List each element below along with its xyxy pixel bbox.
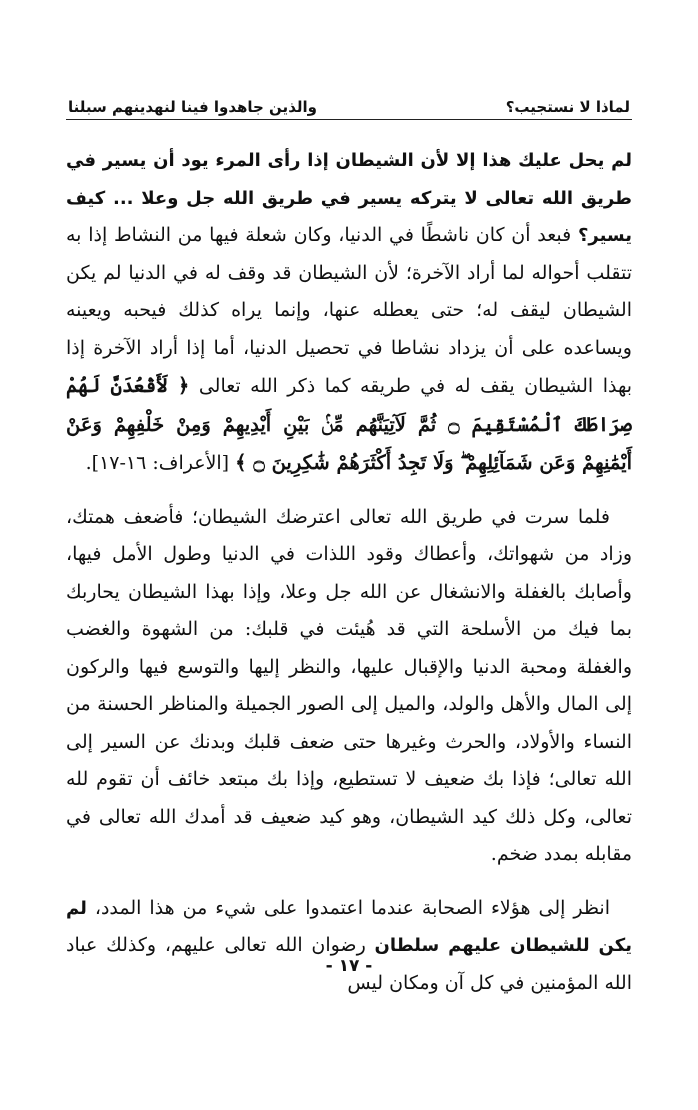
header-divider (66, 119, 632, 120)
paragraph-1 (66, 142, 632, 483)
page-body (66, 142, 632, 1002)
bold-statement: لم يكن للشيطان عليهم سلطان (66, 897, 632, 956)
bold-statement: لم يحل عليك هذا إلا لأن الشيطان إذا رأى المرء يود أن يسير في طريق الله تعالى لا يتركه يسير في طريق الله جل وعلا ... كيف يسير؟ (66, 150, 632, 246)
quran-verse: ﴿ لَأَقْعُدَنَّ لَهُمْ صِرَاطَكَ ٱلْمُسْتَقِيمَ ۝ ثُمَّ لَآتِيَنَّهُم مِّنۢ بَيْنِ أَيْدِيهِمْ وَمِنْ خَلْفِهِمْ وَعَنْ أَيْمَٰنِهِمْ وَعَن شَمَآئِلِهِمْ ۖ وَلَا تَجِدُ أَكْثَرَهُمْ شَٰكِرِينَ ۝ ﴾ (66, 374, 633, 474)
running-header (68, 90, 630, 116)
page-number: - ١٧ - (325, 956, 373, 976)
paragraph-3 (66, 890, 632, 1003)
header-chapter-title: لماذا لا نستجيب؟ (505, 98, 630, 116)
paragraph-text: انظر إلى هؤلاء الصحابة عندما اعتمدوا على شيء من هذا المدد، (86, 896, 610, 919)
paragraph-text: فبعد أن كان ناشطًا في الدنيا، وكان شعلة فيها من النشاط إذا به تتقلب أحواله لما أراد الآخرة؛ لأن الشيطان قد وقف له في الدنيا لم يكن الشيطان ليقف له؛ حتى يعطله عنها، وإنما يراه كذلك فيحبه ويعينه ويساعده على أن يزداد نشاطا في تحصيل الدنيا، أما إذا أراد الآخرة إذا بهذا الشيطان يقف له في طريقه كما ذكر الله تعالى (66, 224, 632, 397)
header-book-title: والذين جاهدوا فينا لنهدينهم سبلنا (68, 98, 317, 116)
paragraph-text: رضوان الله تعالى عليهم، وكذلك عباد الله المؤمنين في كل آن ومكان ليس (66, 934, 632, 994)
paragraph-2 (66, 499, 632, 874)
verse-reference: [الأعراف: ١٦-١٧]. (85, 452, 236, 474)
paragraph-text: فلما سرت في طريق الله تعالى اعترضك الشيطان؛ فأضعف همتك، وزاد من شهواتك، وأعطاك وقود اللذات في الدنيا وطول الأمل فيها، وأصابك بالغفلة والانشغال عن الله جل وعلا، وإذا بهذا الشيطان يحاربك بما فيك من الأسلحة التي قد هُيئت في قلبك: من الشهوة والغضب والغفلة ومحبة الدنيا والإقبال عليها، والنظر إليها والتوسع فيها والركون إلى المال والأهل والولد، والميل إلى الصور الجميلة والمناظر الحسنة من النساء والأولاد، والحرث وغيرها حتى ضعف قلبك وبدنك عن السير إلى الله تعالى؛ فإذا بك ضعيف لا تستطيع، وإذا بك مبتعد خائف أن تقوم لله تعالى، وكل ذلك كيد الشيطان، وهو كيد ضعيف قد أمدك الله تعالى في مقابله بمدد ضخم. (66, 505, 632, 865)
